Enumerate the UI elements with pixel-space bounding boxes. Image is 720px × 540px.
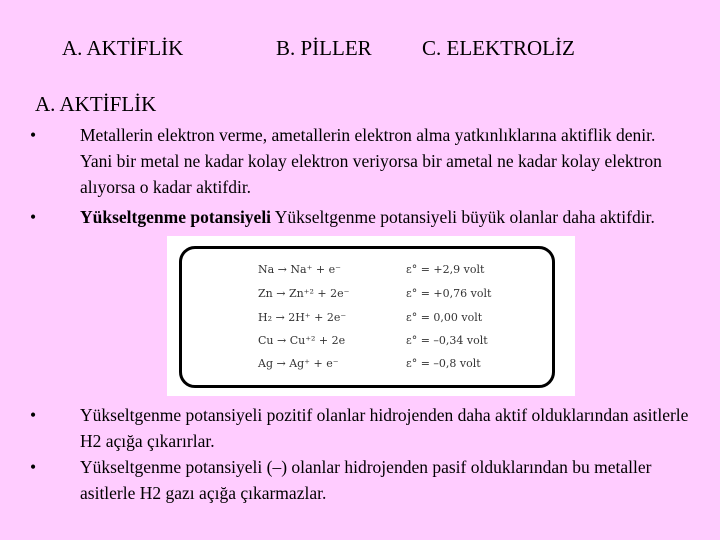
nav-item-piller[interactable]: B. PİLLER xyxy=(276,36,372,60)
reaction-cell: Cu → Cu⁺² + 2e xyxy=(258,334,346,347)
bullet-text: Yükseltgenme potansiyeli (–) olanlar hidrojenden pasif olduklarından bu metaller asitlerle H2 gazı açığa çıkarmazlar. xyxy=(80,457,652,503)
reaction-cell: Na → Na⁺ + e⁻ xyxy=(258,263,341,276)
potential-cell: ε° = –0,8 volt xyxy=(406,357,481,370)
bullet-marker: • xyxy=(30,405,37,425)
bullet-text-rest: Yükseltgenme potansiyeli büyük olanlar daha aktifdir. xyxy=(271,207,655,227)
table-row xyxy=(182,357,552,377)
bullet-marker: • xyxy=(30,207,37,227)
table-row xyxy=(182,287,552,307)
nav-item-aktiflik[interactable]: A. AKTİFLİK xyxy=(62,36,184,60)
reaction-cell: Ag → Ag⁺ + e⁻ xyxy=(258,357,339,370)
reaction-cell: H₂ → 2H⁺ + 2e⁻ xyxy=(258,311,347,324)
potential-cell: ε° = +0,76 volt xyxy=(406,287,492,300)
bullet-bold-term: Yükseltgenme potansiyeli xyxy=(80,207,272,227)
table-row xyxy=(182,334,552,354)
potential-cell: ε° = +2,9 volt xyxy=(406,263,485,276)
table-frame xyxy=(179,246,555,388)
table-row xyxy=(182,311,552,331)
nav-item-elektroliz[interactable]: C. ELEKTROLİZ xyxy=(422,36,575,60)
section-title: A. AKTİFLİK xyxy=(35,92,157,116)
bullet-marker: • xyxy=(30,125,37,145)
bullet-text xyxy=(80,204,690,230)
potential-cell: ε° = –0,34 volt xyxy=(406,334,488,347)
bullet-text: Yükseltgenme potansiyeli pozitif olanlar hidrojenden daha aktif olduklarından asitlerle H2 açığa çıkarırlar. xyxy=(80,405,689,451)
bullet-marker: • xyxy=(30,457,37,477)
reaction-cell: Zn → Zn⁺² + 2e⁻ xyxy=(258,287,350,300)
bullet-text: Metallerin elektron verme, ametallerin elektron alma yatkınlıklarına aktiflik denir. Yani bir metal ne kadar kolay elektron veriyorsa bir ametal ne kadar kolay elektron alıyorsa o kadar aktifdir. xyxy=(80,125,662,197)
table-row xyxy=(182,263,552,283)
potential-table-image xyxy=(167,236,575,396)
top-navigation xyxy=(0,36,720,66)
potential-cell: ε° = 0,00 volt xyxy=(406,311,483,324)
